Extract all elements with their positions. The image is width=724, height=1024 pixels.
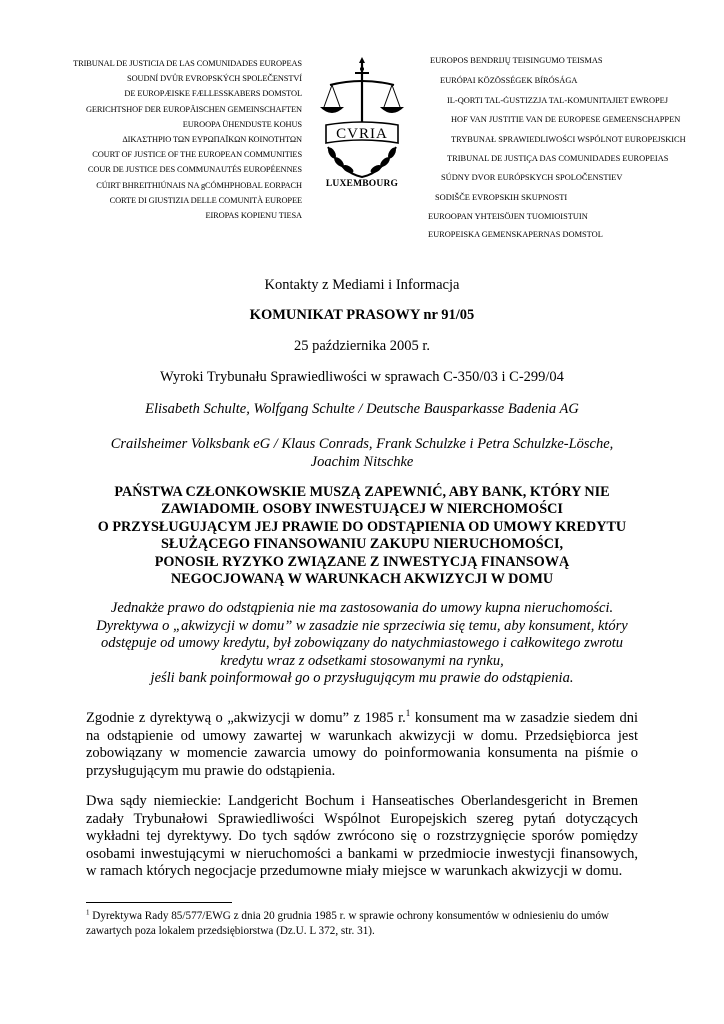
emblem-city: LUXEMBOURG (325, 179, 399, 189)
headline-line: SŁUŻĄCEGO FINANSOWANIU ZAKUPU NIERUCHOMOŚCI, (160, 536, 564, 553)
subheading-line: odstępuje od umowy kredytu, był zobowiązany do natychmiastowego i całkowitego zwrotu (100, 635, 624, 651)
court-name: EUROOPAN YHTEISÖJEN TUOMIOISTUIN (428, 212, 588, 221)
court-name: GERICHTSHOF DER EUROPÄISCHEN GEMEINSCHAFTEN (85, 104, 302, 114)
footnote-text: Dyrektywa Rady 85/577/EWG z dnia 20 grudnia 1985 r. w sprawie ochrony konsumentów w odniesieniu do umów zawartych poza lokalem przedsiębiorstwa (Dz.U. L 372, str. 31). (86, 910, 610, 937)
court-name: IL-QORTI TAL-ĠUSTIZZJA TAL-KOMUNITAJIET EWROPEJ (447, 96, 669, 105)
court-name: EUROPOS BENDRIJŲ TEISINGUMO TEISMAS (430, 56, 603, 65)
court-name: EUROOPA ÜHENDUSTE KOHUS (182, 119, 302, 129)
emblem-text: CVRIA (336, 126, 388, 142)
headline-line: ZAWIADOMIŁ OSOBY INWESTUJĄCEJ W NIERCHOMOŚCI (161, 501, 563, 518)
court-emblem-icon (312, 55, 412, 195)
court-name: SOUDNÍ DVŮR EVROPSKÝCH SPOLEČENSTVÍ (127, 74, 302, 84)
paragraph-text: Zgodnie z dyrektywą o „akwizycji w domu” z 1985 r. (86, 710, 406, 726)
footnote-number: 1 (86, 908, 90, 917)
subheading-line: jeśli bank poinformował go o przysługującym mu prawie do odstąpienia. (150, 670, 574, 686)
parties-first-case: Elisabeth Schulte, Wolfgang Schulte / Deutsche Bausparkasse Badenia AG (145, 401, 579, 417)
footnote (86, 909, 638, 938)
court-name: TRIBUNAL DE JUSTICIA DE LAS COMUNIDADES EUROPEAS (73, 59, 302, 68)
parties-line: Crailsheimer Volksbank eG / Klaus Conrads, Frank Schulzke i Petra Schulzke-Lösche, (110, 436, 614, 452)
court-name: COURT OF JUSTICE OF THE EUROPEAN COMMUNITIES (92, 150, 302, 160)
court-name: CÚIRT BHREITHIÚNAIS NA gCÓMHPHOBAL EORPACH (96, 180, 302, 190)
subheading (70, 600, 654, 688)
court-name: EUROPEISKA GEMENSKAPERNAS DOMSTOL (428, 230, 603, 239)
footnote-divider (86, 902, 232, 903)
subheading-line: Jednakże prawo do odstąpienia nie ma zastosowania do umowy kupna nieruchomości. (110, 600, 614, 616)
headline (70, 484, 654, 588)
parties-second-case (80, 435, 644, 471)
rulings-line: Wyroki Trybunału Sprawiedliwości w sprawach C-350/03 i C-299/04 (160, 369, 564, 385)
court-name: TRIBUNAL DE JUSTIÇA DAS COMUNIDADES EUROPEIAS (447, 154, 669, 163)
court-name: DE EUROPÆISKE FÆLLESSKABERS DOMSTOL (124, 89, 302, 99)
subheading-line: kredytu wraz z odsetkami stosowanymi na rynku, (220, 652, 504, 669)
release-date: 25 października 2005 r. (293, 338, 431, 354)
press-release-number: KOMUNIKAT PRASOWY nr 91/05 (249, 307, 475, 323)
court-name: SÚDNY DVOR EURÓPSKYCH SPOLOČENSTIEV (441, 173, 623, 182)
body-paragraph-2: Dwa sądy niemieckie: Landgericht Bochum i Hanseatisches Oberlandesgericht in Bremen zadały Trybunałowi Sprawiedliwości Wspólnot Europejskich szereg pytań dotyczących wykładni tej dyrektywy. Do tych sądów zwrócono się o rozstrzygnięcie sporów pomiędzy osobami inwestującymi w nieruchomości a bankami w przedmiocie inwestycji finansowych, w ramach których negocjacje przedumowne miały miejsce w warunkach akwizycji w domu. (86, 793, 638, 880)
body-paragraph-1 (86, 710, 638, 780)
court-name: EURÓPAI KÖZÖSSÉGEK BÍRÓSÁGA (440, 76, 578, 85)
paragraph-text: konsument ma w zasadzie siedem dni na odstąpienie od umowy zawartej w warunkach akwizycji w domu. Przedsiębiorca jest zobowiązany w momencie zawarcia umowy do poinformowania konsumenta na piśmie o przysługującym mu prawie do odstąpienia. (86, 710, 638, 779)
headline-line: O PRZYSŁUGUJĄCYM JEJ PRAWIE DO ODSTĄPIENIA OD UMOWY KREDYTU (97, 518, 627, 535)
headline-line: PONOSIŁ RYZYKO ZWIĄZANE Z INWESTYCJĄ FINANSOWĄ (154, 553, 570, 570)
court-name: CORTE DI GIUSTIZIA DELLE COMUNITÀ EUROPEE (109, 195, 302, 205)
court-name: TRYBUNAŁ SPRAWIEDLIWOŚCI WSPÓLNOT EUROPEJSKICH (451, 135, 686, 144)
court-name: HOF VAN JUSTITIE VAN DE EUROPESE GEMEENSCHAPPEN (451, 115, 681, 124)
court-name: EIROPAS KOPIENU TIESA (205, 211, 302, 221)
court-name: ΔΙΚΑΣΤΗΡΙΟ ΤΩΝ ΕΥΡΩΠΑΪΚΩΝ ΚΟΙΝΟΤΗΤΩΝ (122, 135, 302, 145)
contact-line: Kontakty z Mediami i Informacja (264, 277, 460, 293)
court-name: COUR DE JUSTICE DES COMMUNAUTÉS EUROPÉENNES (87, 165, 302, 175)
court-name: SODIŠČE EVROPSKIH SKUPNOSTI (435, 193, 568, 202)
subheading-line: Dyrektywa o „akwizycji w domu” w zasadzie nie sprzeciwia się temu, aby konsument, który (96, 617, 628, 634)
footnote-reference[interactable]: 1 (405, 708, 411, 719)
headline-line: PAŃSTWA CZŁONKOWSKIE MUSZĄ ZAPEWNIĆ, ABY BANK, KTÓRY NIE (114, 484, 610, 500)
headline-line: NEGOCJOWANĄ W WARUNKACH AKWIZYCJI W DOMU (170, 571, 554, 588)
parties-line: Joachim Nitschke (310, 454, 414, 470)
court-names-left (30, 56, 302, 223)
